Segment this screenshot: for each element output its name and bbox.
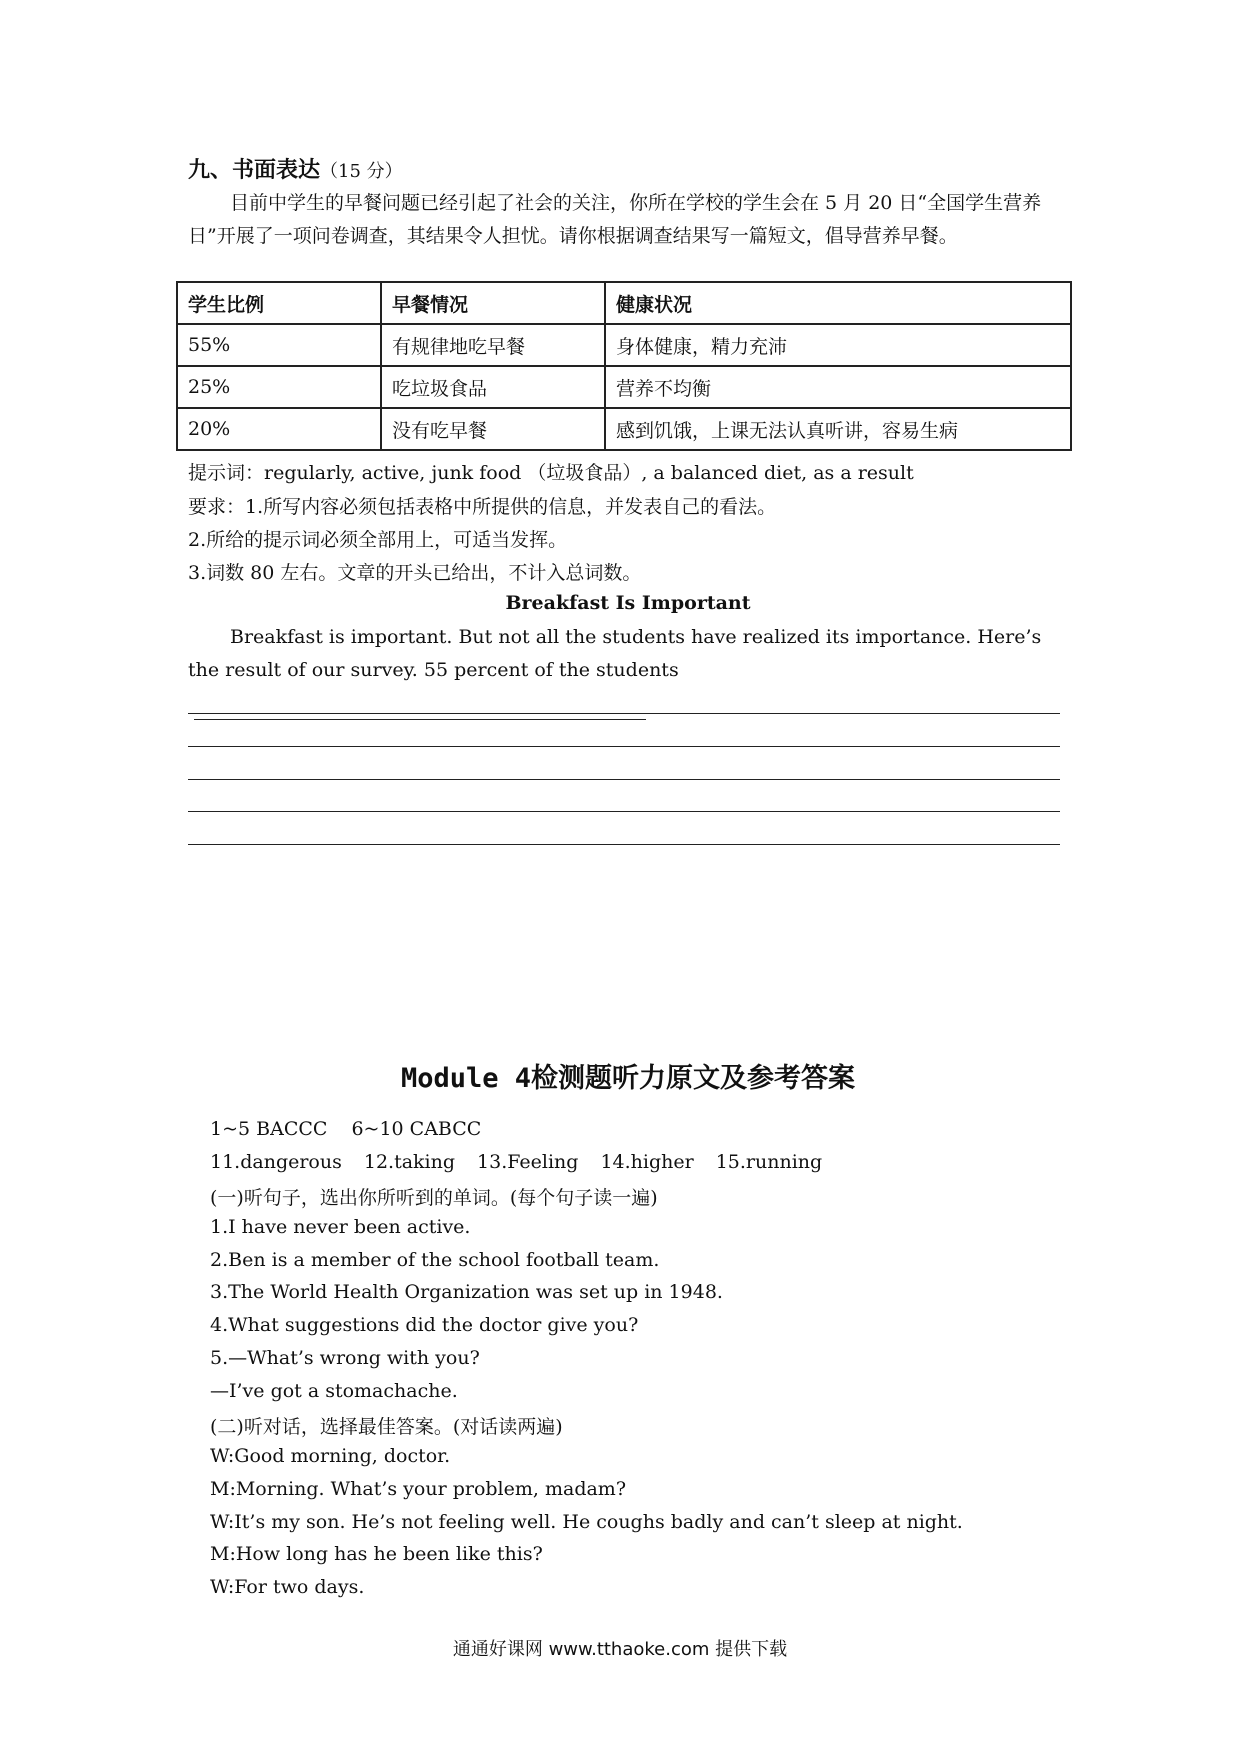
answer-blank-inline[interactable] xyxy=(194,697,646,720)
answer-key-12: 12.taking xyxy=(363,1151,456,1173)
task-instructions xyxy=(188,187,1066,253)
table-row xyxy=(177,366,1071,408)
transcript-line: 3.The World Health Organization was set up in 1948. xyxy=(210,1281,723,1303)
hint-words: 提示词：regularly, active, junk food （垃圾食品）, a balanced diet, as a result xyxy=(188,462,914,484)
transcript-line: W:It’s my son. He’s not feeling well. He coughs badly and can’t sleep at night. xyxy=(210,1511,963,1533)
writing-line[interactable] xyxy=(188,844,1060,845)
page-footer: 通通好课网 www.tthaoke.com 提供下载 xyxy=(452,1639,788,1660)
answer-key-14: 14.higher xyxy=(600,1151,694,1173)
essay-opening-text: Breakfast is important. But not all the students have realized its importance. Here’s the result of our survey. 55 percent of the students xyxy=(188,626,1042,681)
table-header-row xyxy=(177,282,1071,324)
answer-key-row-1 xyxy=(210,1118,481,1140)
essay-opening xyxy=(188,621,1068,720)
table-cell: 55% xyxy=(177,324,381,366)
table-row xyxy=(177,408,1071,450)
transcript-line: W:Good morning, doctor. xyxy=(210,1445,451,1467)
table-row xyxy=(177,324,1071,366)
requirement-3: 3.词数 80 左右。文章的开头已给出，不计入总词数。 xyxy=(188,562,642,584)
transcript-line: 2.Ben is a member of the school football team. xyxy=(210,1249,660,1271)
section-title xyxy=(188,153,403,184)
requirement-1: 要求：1.所写内容必须包括表格中所提供的信息，并发表自己的看法。 xyxy=(188,496,777,518)
section-score: （15 分） xyxy=(320,161,403,182)
header-health: 健康状况 xyxy=(605,282,1071,324)
writing-line[interactable] xyxy=(188,746,1060,747)
transcript-line: 5.—What’s wrong with you? xyxy=(210,1347,480,1369)
module-title-code: Module 4 xyxy=(400,1063,532,1094)
transcript-line: W:For two days. xyxy=(210,1576,365,1598)
transcript-line: M:How long has he been like this? xyxy=(210,1543,543,1565)
table-cell: 身体健康，精力充沛 xyxy=(605,324,1071,366)
survey-table xyxy=(176,281,1072,451)
transcript-line: —I’ve got a stomachache. xyxy=(210,1380,458,1402)
table-cell: 感到饥饿，上课无法认真听讲，容易生病 xyxy=(605,408,1071,450)
header-breakfast: 早餐情况 xyxy=(381,282,605,324)
table-cell: 吃垃圾食品 xyxy=(381,366,605,408)
writing-line[interactable] xyxy=(188,779,1060,780)
answer-key-15: 15.running xyxy=(715,1151,823,1173)
header-student-ratio: 学生比例 xyxy=(177,282,381,324)
essay-title: Breakfast Is Important xyxy=(505,592,751,614)
answer-key-13: 13.Feeling xyxy=(477,1151,579,1173)
answer-key-11: 11.dangerous xyxy=(210,1151,342,1173)
table-cell: 25% xyxy=(177,366,381,408)
module-title-text: 检测题听力原文及参考答案 xyxy=(531,1063,856,1094)
transcript-line: M:Morning. What’s your problem, madam? xyxy=(210,1478,627,1500)
answer-key-row-2 xyxy=(210,1151,822,1173)
requirement-2: 2.所给的提示词必须全部用上，可适当发挥。 xyxy=(188,529,568,551)
table-cell: 有规律地吃早餐 xyxy=(381,324,605,366)
transcript-heading-2: (二)听对话，选择最佳答案。(对话读两遍) xyxy=(210,1416,563,1438)
table-cell: 20% xyxy=(177,408,381,450)
table-cell: 没有吃早餐 xyxy=(381,408,605,450)
answer-key-6-10: 6~10 CABCC xyxy=(351,1118,482,1140)
instruction-paragraph: 目前中学生的早餐问题已经引起了社会的关注，你所在学校的学生会在 5 月 20 日“全国学生营养日”开展了一项问卷调查，其结果令人担忧。请你根据调查结果写一篇短文，倡导营养早餐。 xyxy=(188,192,1042,247)
answer-key-1-5: 1~5 BACCC xyxy=(210,1118,328,1140)
transcript-line: 1.I have never been active. xyxy=(210,1216,471,1238)
table-cell: 营养不均衡 xyxy=(605,366,1071,408)
module-title xyxy=(188,1056,1068,1095)
transcript-line: 4.What suggestions did the doctor give you? xyxy=(210,1314,639,1336)
writing-line[interactable] xyxy=(188,811,1060,812)
transcript-heading-1: (一)听句子，选出你所听到的单词。(每个句子读一遍) xyxy=(210,1187,658,1209)
section-title-text: 九、书面表达 xyxy=(188,158,321,183)
writing-line[interactable] xyxy=(188,713,1060,714)
